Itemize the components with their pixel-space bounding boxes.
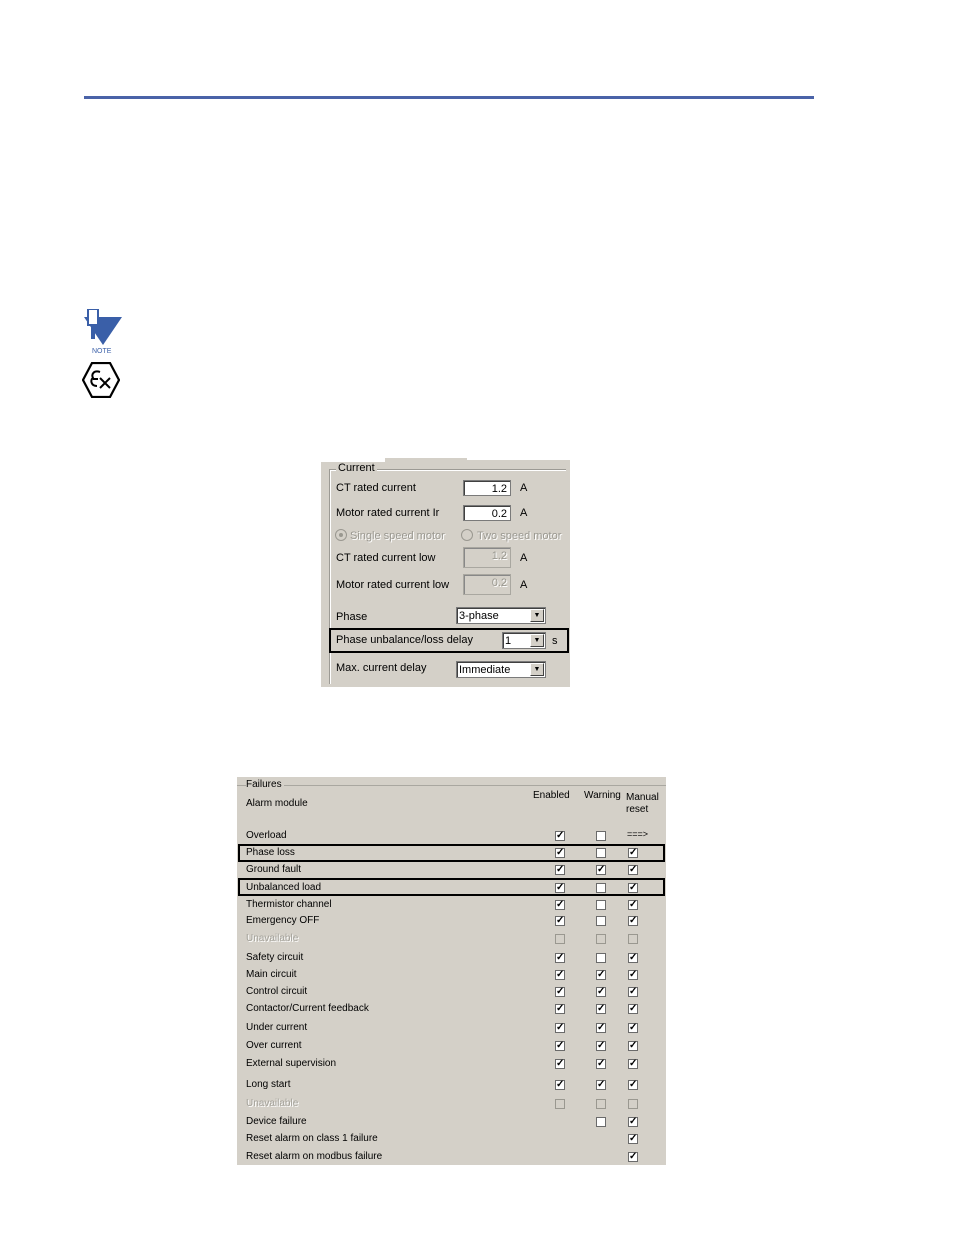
warning-checkbox[interactable]: ✓ <box>597 1079 606 1090</box>
single-speed-label: Single speed motor <box>350 530 445 542</box>
enabled-checkbox[interactable]: ✓ <box>556 1058 565 1069</box>
failure-row-label: External supervision <box>246 1058 337 1069</box>
note-caption: NOTE <box>92 348 112 355</box>
ct-rated-current-input[interactable]: 1.2 <box>463 480 511 496</box>
failure-row-label: Unbalanced load <box>246 882 322 893</box>
failure-row-label: Contactor/Current feedback <box>246 1003 369 1014</box>
motor-rated-current-label: Motor rated current Ir <box>336 507 440 519</box>
motor-rated-current-low-input[interactable]: 0.2 <box>463 574 511 595</box>
ex-hazardous-area-icon <box>82 362 120 398</box>
header-rule <box>84 96 814 99</box>
warning-checkbox[interactable] <box>596 883 606 893</box>
failure-row-label: Emergency OFF <box>246 915 320 926</box>
failure-row-label: Under current <box>246 1022 308 1033</box>
two-speed-radio[interactable] <box>461 529 473 541</box>
motor-rated-current-low-label: Motor rated current low <box>336 579 450 591</box>
failure-row-label: Phase loss <box>246 847 295 858</box>
manual-checkbox[interactable]: ✓ <box>629 1040 638 1051</box>
failure-row-label: Long start <box>246 1079 291 1090</box>
ct-rated-current-unit: A <box>520 482 528 494</box>
manual-checkbox[interactable] <box>628 934 638 944</box>
warning-column-header: Warning <box>584 790 621 801</box>
enabled-checkbox[interactable]: ✓ <box>556 1040 565 1051</box>
phase-unbalance-label: Phase unbalance/loss delay <box>336 634 473 646</box>
failure-row-label: Unavailable <box>246 1098 299 1109</box>
manual-checkbox[interactable]: ✓ <box>629 1003 638 1014</box>
ct-rated-current-label: CT rated current <box>336 482 416 494</box>
warning-checkbox[interactable]: ✓ <box>597 1040 606 1051</box>
enabled-checkbox[interactable]: ✓ <box>556 969 565 980</box>
failure-row-label: Main circuit <box>246 969 297 980</box>
two-speed-label: Two speed motor <box>477 530 562 542</box>
enabled-column-header: Enabled <box>533 790 570 801</box>
failure-row-label: Ground fault <box>246 864 302 875</box>
manual-checkbox[interactable]: ✓ <box>629 1133 638 1144</box>
single-speed-radio[interactable] <box>335 529 347 541</box>
enabled-checkbox[interactable]: ✓ <box>556 899 565 910</box>
manual-checkbox[interactable]: ✓ <box>629 986 638 997</box>
alarm-module-label: Alarm module <box>246 798 308 809</box>
reset-column-header: reset <box>626 804 649 815</box>
failure-row-label: Reset alarm on modbus failure <box>246 1151 383 1162</box>
manual-checkbox[interactable]: ✓ <box>629 1116 638 1127</box>
motor-rated-current-input[interactable]: 0.2 <box>463 505 511 521</box>
manual-checkbox[interactable]: ✓ <box>629 847 638 858</box>
manual-checkbox[interactable]: ✓ <box>629 1058 638 1069</box>
failures-title: Failures <box>246 779 282 790</box>
warning-checkbox[interactable] <box>596 848 606 858</box>
manual-checkbox[interactable]: ✓ <box>629 864 638 875</box>
failure-row-label: Reset alarm on class 1 failure <box>246 1133 378 1144</box>
motor-rated-current-low-unit: A <box>520 579 528 591</box>
warning-checkbox[interactable] <box>596 831 606 841</box>
warning-checkbox[interactable]: ✓ <box>597 1022 606 1033</box>
manual-checkbox[interactable]: ✓ <box>629 1151 638 1162</box>
failure-row-label: Unavailable <box>246 933 299 944</box>
max-current-delay-select-value: Immediate <box>459 664 511 676</box>
manual-checkbox[interactable]: ✓ <box>629 915 638 926</box>
warning-checkbox[interactable] <box>596 953 606 963</box>
enabled-checkbox[interactable]: ✓ <box>556 986 565 997</box>
enabled-checkbox[interactable]: ✓ <box>556 915 565 926</box>
phase-unbalance-select[interactable] <box>502 632 546 649</box>
ct-rated-current-low-unit: A <box>520 552 528 564</box>
manual-checkbox[interactable] <box>628 1099 638 1109</box>
ct-rated-current-low-label: CT rated current low <box>336 552 436 564</box>
warning-checkbox[interactable]: ✓ <box>597 1058 606 1069</box>
warning-checkbox[interactable] <box>596 916 606 926</box>
failure-row-label: Device failure <box>246 1116 307 1127</box>
motor-rated-current-unit: A <box>520 507 528 519</box>
manual-checkbox[interactable]: ✓ <box>629 969 638 980</box>
enabled-checkbox[interactable]: ✓ <box>556 1022 565 1033</box>
enabled-checkbox[interactable]: ✓ <box>556 1003 565 1014</box>
phase-select-value: 3-phase <box>459 610 499 622</box>
phase-select[interactable] <box>456 607 546 624</box>
warning-checkbox[interactable] <box>596 1117 606 1127</box>
overload-manual-arrow: ===> <box>627 829 649 839</box>
warning-checkbox[interactable]: ✓ <box>597 864 606 875</box>
warning-checkbox[interactable]: ✓ <box>597 969 606 980</box>
manual-checkbox[interactable]: ✓ <box>629 882 638 893</box>
warning-checkbox[interactable] <box>596 934 606 944</box>
failure-row-label: Over current <box>246 1040 302 1051</box>
max-current-delay-select[interactable] <box>456 661 546 678</box>
failure-row-label: Safety circuit <box>246 952 304 963</box>
warning-checkbox[interactable]: ✓ <box>597 1003 606 1014</box>
enabled-checkbox[interactable]: ✓ <box>556 847 565 858</box>
manual-column-header: Manual <box>626 792 659 803</box>
enabled-checkbox[interactable]: ✓ <box>556 1079 565 1090</box>
failure-row-label: Thermistor channel <box>246 899 332 910</box>
warning-checkbox[interactable] <box>596 1099 606 1109</box>
current-settings-panel <box>321 458 570 687</box>
phase-unbalance-select-value: 1 <box>505 635 512 647</box>
manual-checkbox[interactable]: ✓ <box>629 899 638 910</box>
enabled-checkbox[interactable]: ✓ <box>556 830 565 841</box>
warning-checkbox[interactable] <box>596 900 606 910</box>
current-group-title: Current <box>338 462 375 474</box>
enabled-checkbox[interactable] <box>555 1099 565 1109</box>
chevron-down-icon[interactable]: ▼ <box>530 663 544 676</box>
manual-checkbox[interactable]: ✓ <box>629 952 638 963</box>
chevron-down-icon[interactable]: ▼ <box>530 634 544 647</box>
phase-unbalance-unit: s <box>552 635 558 647</box>
failure-row-label: Overload <box>246 830 287 841</box>
warning-checkbox[interactable]: ✓ <box>597 986 606 997</box>
failures-panel <box>237 777 666 1165</box>
chevron-down-icon[interactable]: ▼ <box>530 609 544 622</box>
failure-row-label: Control circuit <box>246 986 308 997</box>
note-icon <box>82 309 124 355</box>
max-current-delay-label: Max. current delay <box>336 662 427 674</box>
enabled-checkbox[interactable]: ✓ <box>556 864 565 875</box>
enabled-checkbox[interactable] <box>555 934 565 944</box>
manual-checkbox[interactable]: ✓ <box>629 1022 638 1033</box>
manual-checkbox[interactable]: ✓ <box>629 1079 638 1090</box>
ct-rated-current-low-input[interactable]: 1.2 <box>463 547 511 568</box>
enabled-checkbox[interactable]: ✓ <box>556 952 565 963</box>
enabled-checkbox[interactable]: ✓ <box>556 882 565 893</box>
phase-label: Phase <box>336 611 368 623</box>
